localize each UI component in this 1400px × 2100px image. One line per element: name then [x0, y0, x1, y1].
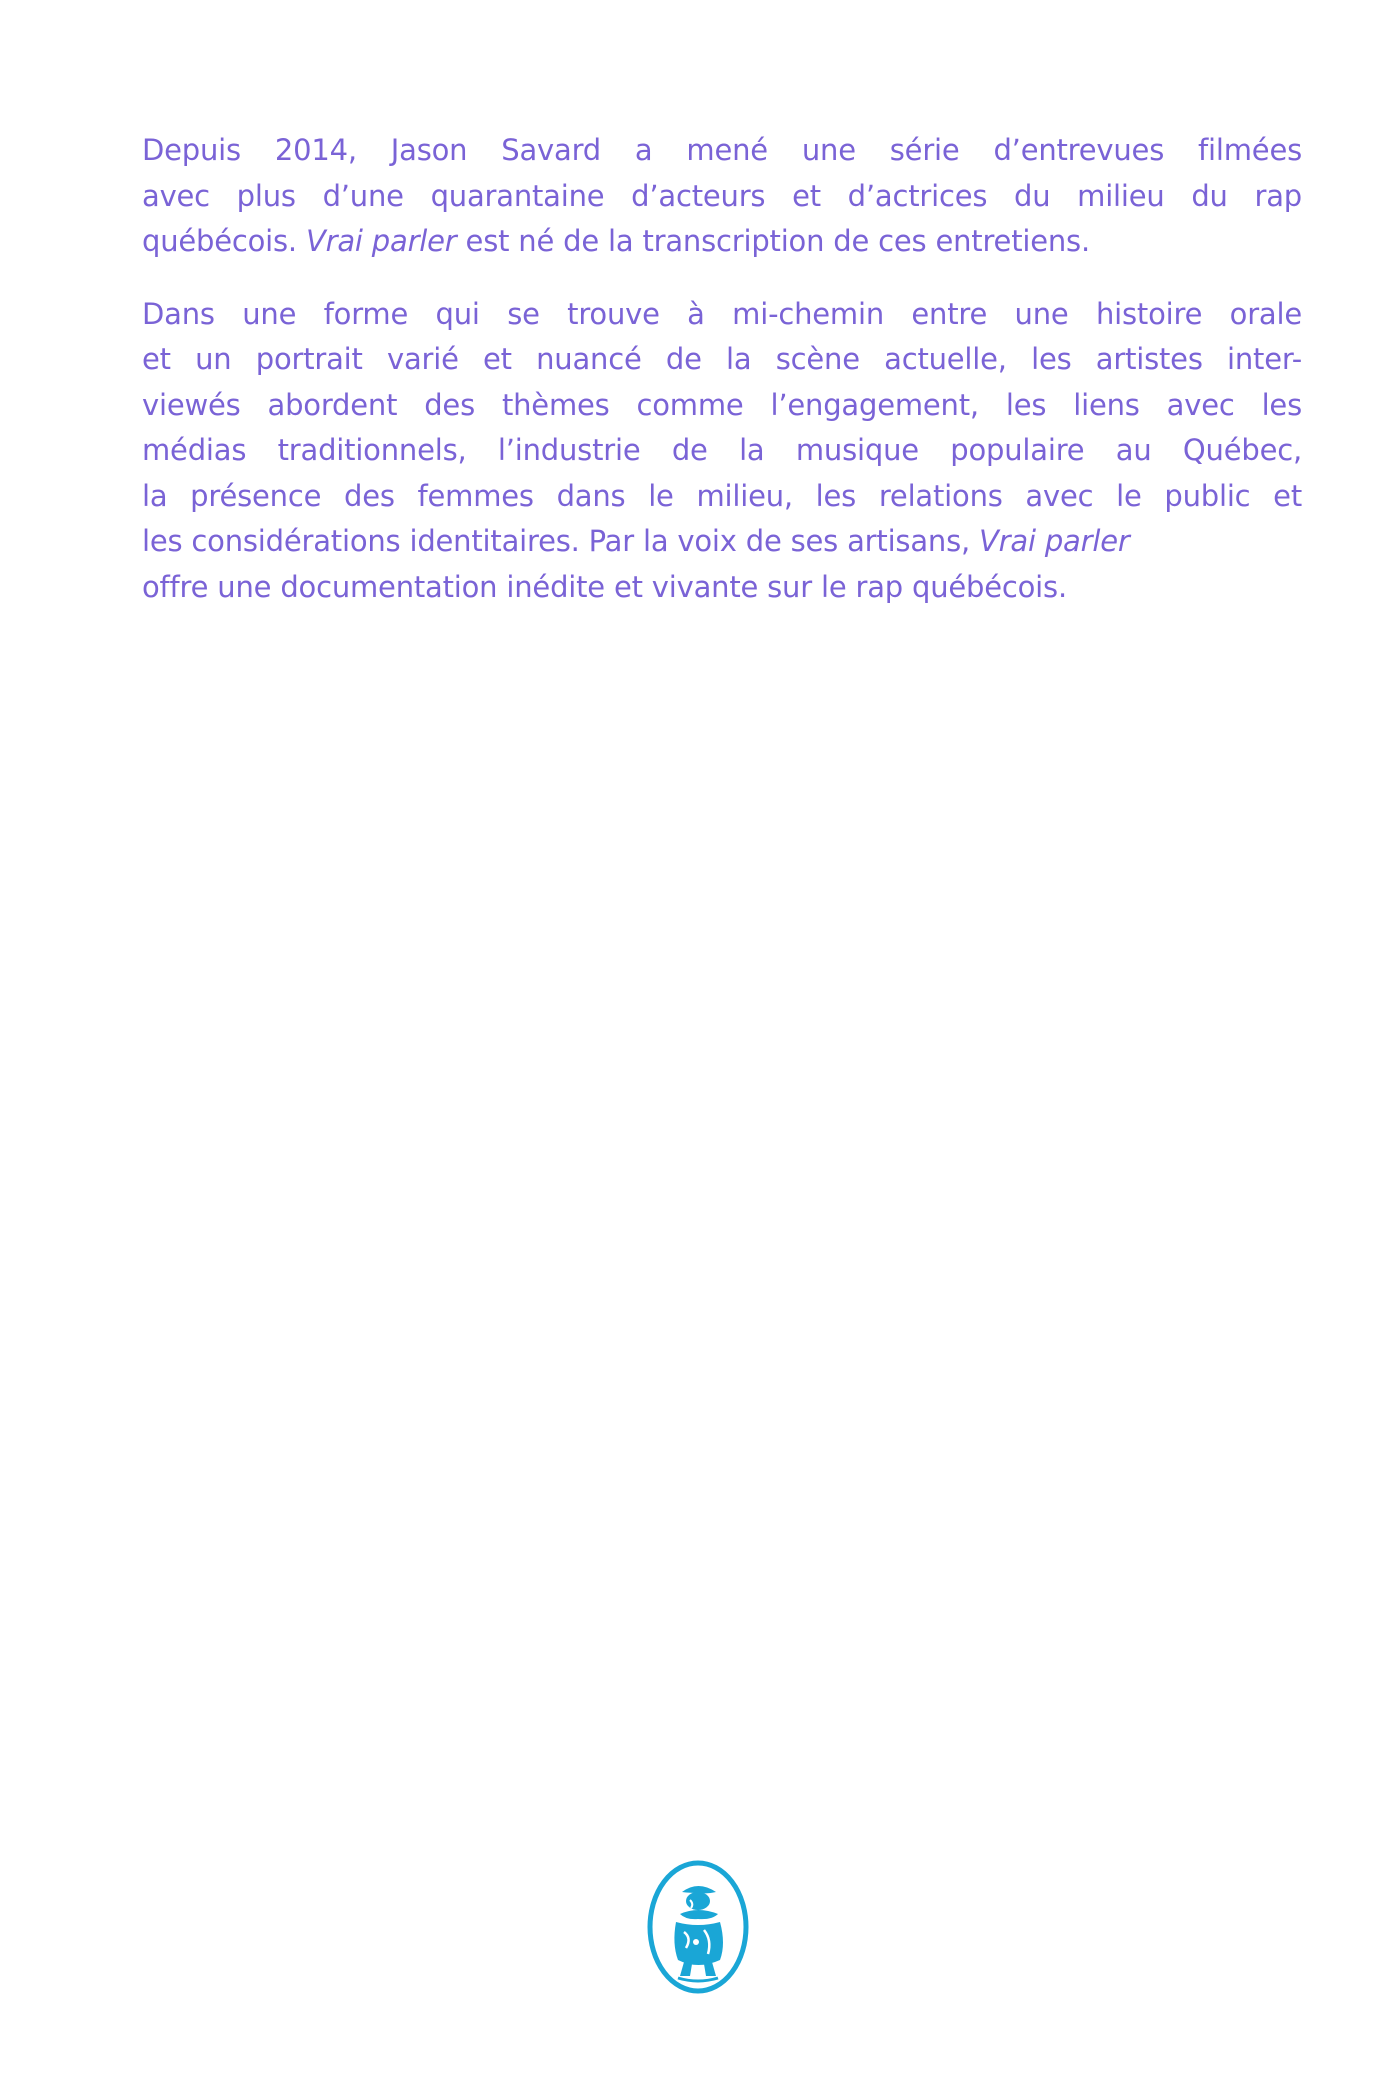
publisher-emblem-graphic	[646, 1858, 750, 1996]
paragraph-2-line-2: et un portrait varié et nuancé de la scène actuelle, les artistes inter-	[142, 342, 1302, 376]
paragraph-1-line-2: avec plus d’une quarantaine d’acteurs et d’actrices du milieu du rap	[142, 178, 1302, 213]
book-title-reference: Vrai parler	[979, 524, 1130, 558]
publisher-emblem-icon	[646, 1858, 750, 1996]
back-cover-description	[142, 128, 1302, 610]
paragraph-2-line-3: viewés abordent des thèmes comme l’engagement, les liens avec les	[142, 387, 1302, 422]
paragraph-2-line-5: la présence des femmes dans le milieu, les relations avec le public et	[142, 478, 1302, 513]
paragraph-2-line-4: médias traditionnels, l’industrie de la musique populaire au Québec,	[142, 433, 1302, 467]
paragraph-2-line-6	[142, 519, 1302, 565]
paragraph-1-line-3-start: québécois.	[142, 224, 306, 258]
book-title-reference: Vrai parler	[305, 224, 457, 258]
paragraph-1-line-1: Depuis 2014, Jason Savard a mené une série d’entrevues filmées	[142, 133, 1302, 167]
paragraph-2-line-6-start: les considérations identitaires. Par la voix de ses artisans,	[142, 524, 980, 558]
description-paragraph-1	[142, 128, 1302, 265]
paragraph-2-line-7: offre une documentation inédite et vivante sur le rap québécois.	[142, 569, 1067, 604]
description-paragraph-2	[142, 292, 1302, 611]
paragraph-1-line-3	[142, 219, 1302, 265]
paragraph-1-line-3-end: est né de la transcription de ces entretiens.	[456, 224, 1090, 258]
paragraph-2-line-1: Dans une forme qui se trouve à mi-chemin entre une histoire orale	[142, 296, 1302, 331]
